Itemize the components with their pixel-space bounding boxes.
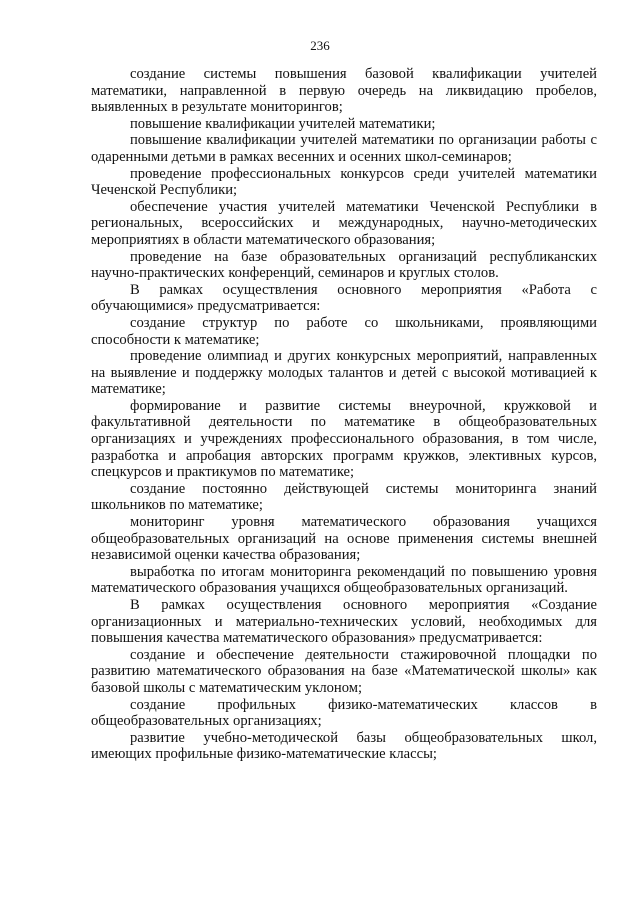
- paragraph-12: мониторинг уровня математического образования учащихся общеобразовательных организаций на основе применения системы внешней независимой оценки качества образования;: [91, 514, 597, 564]
- page-number: 236: [310, 38, 330, 53]
- paragraph-15: создание и обеспечение деятельности стажировочной площадки по развитию математического образования на базе «Математической школы» как базовой школы с математическим уклоном;: [91, 646, 597, 696]
- paragraph-1: создание системы повышения базовой квалификации учителей математики, направленной в первую очередь на ликвидацию пробелов, выявленных в результате мониторингов;: [91, 66, 597, 116]
- paragraph-14: В рамках осуществления основного мероприятия «Создание организационных и материально-технических условий, необходимых для повышения качества математического образования» предусматривается:: [91, 597, 597, 647]
- paragraph-17: развитие учебно-методической базы общеобразовательных школ, имеющих профильные физико-математические классы;: [91, 729, 597, 763]
- paragraph-10: формирование и развитие системы внеурочной, кружковой и факультативной деятельности по математике в общеобразовательных организациях и учреждениях профессионального образования, в том числе, разработка и апробация авторских программ кружков, элективных курсов, спецкурсов и практикумов по математике;: [91, 397, 597, 481]
- paragraph-3: повышение квалификации учителей математики по организации работы с одаренными детьми в рамках весенних и осенних школ-семинаров;: [91, 132, 597, 165]
- paragraph-9: проведение олимпиад и других конкурсных мероприятий, направленных на выявление и поддержку молодых талантов и детей с высокой мотивацией к математике;: [91, 348, 597, 398]
- paragraph-13: выработка по итогам мониторинга рекомендаций по повышению уровня математического образования учащихся общеобразовательных организаций.: [91, 563, 597, 597]
- paragraph-4: проведение профессиональных конкурсов среди учителей математики Чеченской Республики;: [91, 165, 597, 199]
- paragraph-5: обеспечение участия учителей математики Чеченской Республики в региональных, всероссийских и международных, научно-методических мероприятиях в области математического образования;: [91, 198, 597, 248]
- paragraph-6: проведение на базе образовательных организаций республиканских научно-практических конференций, семинаров и круглых столов.: [91, 248, 597, 282]
- paragraph-11: создание постоянно действующей системы мониторинга знаний школьников по математике;: [91, 480, 597, 514]
- paragraph-16: создание профильных физико-математических классов в общеобразовательных организациях;: [91, 696, 597, 730]
- paragraph-7: В рамках осуществления основного мероприятия «Работа с обучающимися» предусматривается:: [91, 281, 597, 315]
- paragraph-2: повышение квалификации учителей математики;: [130, 115, 436, 132]
- paragraph-8: создание структур по работе со школьниками, проявляющими способности к математике;: [91, 314, 597, 348]
- page-body: [91, 66, 597, 763]
